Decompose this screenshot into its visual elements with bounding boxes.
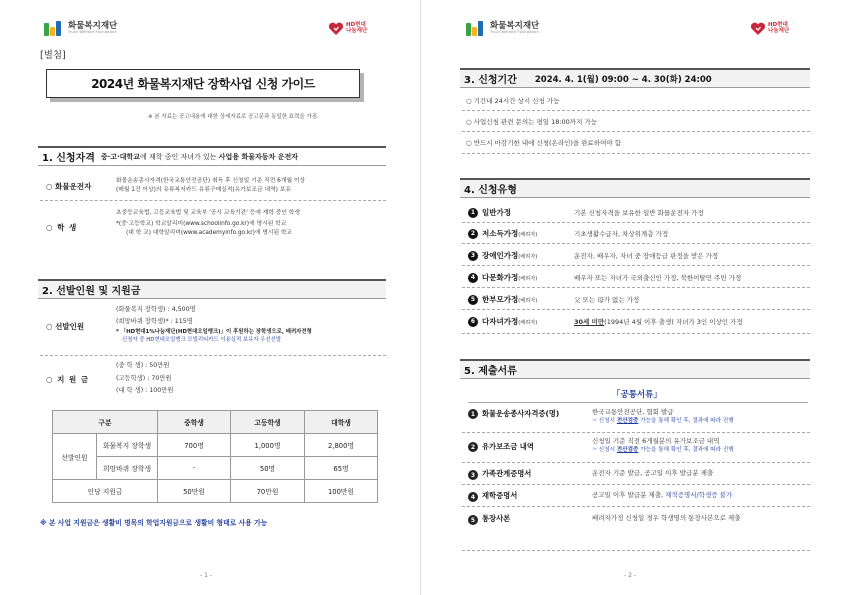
type-row (468, 207, 808, 218)
doc-sub-pre: ☞ 신청시 (592, 418, 617, 425)
doc-number: 1 (468, 409, 478, 419)
foundation-sub: Truck Welfare Foundation (68, 30, 118, 34)
row-divider (462, 222, 810, 223)
table-header: 고등학생 (231, 411, 305, 434)
type-number: 1 (468, 208, 478, 218)
row-line: 화물운송종사자격(한국교통안전공단) 취득 후 신청일 기준 직전 6개월 이상 (116, 178, 306, 184)
type-name: 다문화가정 (482, 273, 519, 282)
row-divider (462, 309, 810, 310)
table-row (53, 434, 378, 457)
section-title: 4. 신청유형 (464, 185, 517, 196)
section-title: 2. 선발인원 및 지원금 (42, 286, 141, 297)
doc-row (468, 514, 808, 525)
selection-note: * 「HD현대1%나눔재단(HD현대오일뱅크)」이 후원하는 장학생으로, 배려자전형 (116, 328, 312, 335)
table-cell: 65명 (305, 457, 378, 480)
type-row (468, 228, 808, 239)
row-label: ○ 선발인원 (46, 322, 85, 331)
type-desc: 기초생활수급자, 차상위계층 가정 (574, 230, 669, 238)
support-line: (대 학 생) : 100만원 (116, 387, 174, 395)
support-row (46, 360, 316, 398)
doc-sub-highlight: 전산검증 (616, 447, 639, 454)
partner-logo (750, 22, 789, 36)
type-desc: 父 또는 母가 없는 가정 (574, 296, 640, 304)
row-divider (462, 131, 810, 132)
type-row (468, 250, 808, 261)
foundation-name: 화물복지재단 (490, 20, 540, 31)
application-period: 2024. 4. 1(월) 09:00 ~ 4. 30(화) 24:00 (534, 74, 712, 85)
table-header-row (53, 411, 378, 434)
partner-line1: HD현대 (346, 22, 366, 29)
table-cell: 100만원 (305, 480, 378, 503)
section-title: 3. 신청기간 (464, 75, 517, 86)
page-divider (420, 0, 421, 595)
partner-line2: 나눔재단 (768, 28, 790, 34)
period-note: ○ 반드시 마감기한 내에 신청(온라인)을 완료하여야 함 (466, 139, 621, 147)
type-desc-highlight: 30세 미만 (574, 318, 605, 326)
page-number: - 2 - (624, 572, 636, 579)
table-cell: - (158, 457, 231, 480)
eligibility-mid: 에 재학 중인 자녀가 있는 (140, 152, 217, 161)
doc-row (468, 408, 808, 426)
type-name: 다자녀가정 (482, 317, 519, 326)
table-cell: 50만원 (158, 480, 231, 503)
row-label: ○ 학 생 (46, 223, 78, 232)
type-row (468, 316, 808, 327)
selection-table (52, 410, 378, 503)
page-1 (0, 0, 420, 595)
doc-sub-highlight: 전산검증 (616, 418, 639, 425)
foundation-logo-icon (44, 20, 64, 36)
docs-heading: 「공통서류」 (612, 390, 662, 400)
support-line: (고등학생) : 70만원 (116, 374, 172, 382)
table-cell: 화물복지 장학생 (97, 434, 158, 457)
type-name: 저소득가정 (482, 229, 519, 238)
row-label: ○ 지 원 금 (46, 375, 90, 384)
row-line: (매월 1건 이상)의 유류복지카드 유류구매실적(유가보조금 내역) 보유 (116, 186, 291, 193)
selection-line: (희망바퀴 장학생)* : 115명 (116, 317, 193, 325)
type-name: 한부모가정 (482, 295, 519, 304)
partner-logo (328, 22, 367, 36)
table-header: 중학생 (158, 411, 231, 434)
intro-note: ※ 본 자료는 공고내용에 대한 상세자료로 공고문과 동일한 효력을 가짐. (148, 114, 319, 120)
section-title: 1. 신청자격 (42, 153, 95, 164)
row-divider (40, 200, 386, 201)
type-tag: (배려자) (518, 232, 538, 238)
foundation-logo-icon (466, 20, 486, 36)
row-line: 초중등교육법, 고등교육법 및 교육부 '공시 교육기관' 등에 재학 중인 학생 (116, 210, 301, 216)
partner-line1: HD현대 (768, 22, 788, 29)
section-period (460, 68, 810, 88)
section-selection (38, 279, 386, 299)
type-desc: (1994년 4월 이후 출생) 자녀가 3인 이상인 가정 (604, 318, 743, 326)
doc-name: 통장사본 (482, 514, 511, 523)
section-eligibility (38, 146, 386, 166)
table-header: 구분 (53, 411, 158, 434)
table-row (53, 457, 378, 480)
table-cell: 70만원 (231, 480, 305, 503)
table-cell: 2,800명 (305, 434, 378, 457)
table-cell: 700명 (158, 434, 231, 457)
table-cell: 1,000명 (231, 434, 305, 457)
selection-row (46, 304, 406, 344)
docs-heading-line (468, 402, 808, 403)
doc-desc: 운전자 기준 발급, 공고일 이후 발급분 제출 (592, 469, 714, 477)
type-tag: (배려자) (518, 298, 538, 304)
row-divider (462, 432, 810, 433)
foundation-logo (44, 20, 117, 36)
type-desc: 배우자 또는 자녀가 국외출신인 가정, 북한이탈민 주민 가정 (574, 274, 742, 282)
eligibility-driver-row (46, 177, 396, 195)
type-name: 일반가정 (482, 208, 511, 217)
doc-sub-post: 가능을 통해 확인 후, 결과에 따라 진행 (638, 418, 734, 425)
type-tag: (배려자) (518, 320, 538, 326)
period-note: ○ 기간내 24시간 상시 신청 가능 (466, 97, 560, 105)
type-row (468, 294, 808, 305)
annex-label: [별첨] (40, 50, 66, 61)
row-divider (462, 265, 810, 266)
row-divider (462, 506, 810, 507)
row-divider (462, 153, 810, 154)
section-types (460, 178, 810, 198)
table-group-label: 선발인원 (53, 434, 97, 480)
table-row (53, 480, 378, 503)
support-line: (중 학 생) : 50만원 (116, 362, 170, 369)
type-number: 2 (468, 229, 478, 239)
doc-name: 가족관계증명서 (482, 469, 532, 478)
row-divider (462, 110, 810, 111)
doc-number: 5 (468, 515, 478, 525)
row-divider (462, 462, 810, 463)
heart-icon (328, 22, 344, 36)
row-line: (대 학 교) 대학알리미(www.academyinfo.go.kr)에 명시된 학교 (126, 229, 293, 236)
section-title: 5. 제출서류 (464, 366, 517, 377)
row-divider (40, 355, 386, 356)
type-tag: (배려자) (518, 254, 538, 260)
type-desc: 기본 신청자격을 보유한 일반 화물운전자 가정 (574, 209, 704, 217)
table-cell: 희망바퀴 장학생 (97, 457, 158, 480)
foundation-name: 화물복지재단 (68, 20, 118, 31)
row-divider (462, 484, 810, 485)
doc-name: 유가보조금 내역 (482, 442, 534, 451)
doc-number: 2 (468, 442, 478, 452)
row-divider (462, 550, 810, 551)
type-number: 5 (468, 295, 478, 305)
selection-note: 신청자 중 HD현대오일뱅크 모빌리티카드 이용실적 보유자 우선선발 (122, 337, 282, 344)
foundation-sub: Truck Welfare Foundation (490, 30, 540, 34)
foundation-logo (466, 20, 539, 36)
row-label: ○ 화물운전자 (46, 182, 92, 191)
eligibility-driver: 사업용 화물자동차 운전자 (218, 152, 299, 161)
type-number: 3 (468, 251, 478, 261)
doc-desc: 공고일 이후 발급분 제출, (592, 491, 664, 499)
type-row (468, 272, 808, 283)
page-number: - 1 - (200, 572, 212, 579)
type-number: 4 (468, 273, 478, 283)
doc-desc: 신청일 기준 직전 6개월분의 유가보조금 내역 (592, 437, 720, 445)
section-documents (460, 359, 810, 379)
doc-desc: 한국교통안전공단, 협회 발급 (592, 408, 674, 416)
selection-line: (화물복지 장학생) : 4,500명 (116, 306, 196, 313)
row-divider (462, 287, 810, 288)
doc-desc-warning: 재적증명서/학생증 불가 (665, 491, 733, 499)
type-number: 6 (468, 317, 478, 327)
doc-sub-post: 가능을 통해 확인 후, 결과에 따라 진행 (638, 447, 734, 454)
eligibility-student-row (46, 208, 396, 238)
doc-row (468, 469, 808, 480)
page-title: 2024년 화물복지재단 장학사업 신청 가이드 (46, 69, 360, 98)
partner-line2: 나눔재단 (346, 28, 368, 34)
doc-name: 화물운송종사자격증(명) (482, 409, 560, 418)
doc-row (468, 491, 808, 502)
eligibility-school: 중·고·대학교 (100, 152, 141, 161)
title-banner (46, 69, 360, 98)
doc-sub-pre: ☞ 신청시 (592, 447, 617, 454)
row-divider (462, 333, 810, 334)
doc-desc: 배려자가정 신청일 경우 학생명의 통장사본으로 제출 (592, 514, 741, 522)
table-cell: 50명 (231, 457, 305, 480)
period-note: ○ 사업신청 관련 문의는 평일 18:00까지 가능 (466, 118, 597, 126)
heart-icon (750, 22, 766, 36)
footnote: ※ 본 사업 지원금은 생활비 명목의 학업지원금으로 생활비 형태로 사용 가능 (40, 519, 268, 527)
row-line: *(중·고등학교) 학교알리미(www.schoolinfo.go.kr)에 명시된 학교 (116, 220, 287, 227)
doc-row (468, 437, 808, 455)
row-divider (462, 243, 810, 244)
doc-name: 재학증명서 (482, 491, 518, 500)
table-cell: 인당 지원금 (53, 480, 158, 503)
type-tag: (배려자) (518, 276, 538, 282)
table-header: 대학생 (305, 411, 378, 434)
doc-number: 4 (468, 492, 478, 502)
type-name: 장애인가정 (482, 251, 519, 260)
doc-number: 3 (468, 470, 478, 480)
type-desc: 운전자, 배우자, 자녀 중 장애등급 판정을 받은 가정 (574, 252, 719, 260)
